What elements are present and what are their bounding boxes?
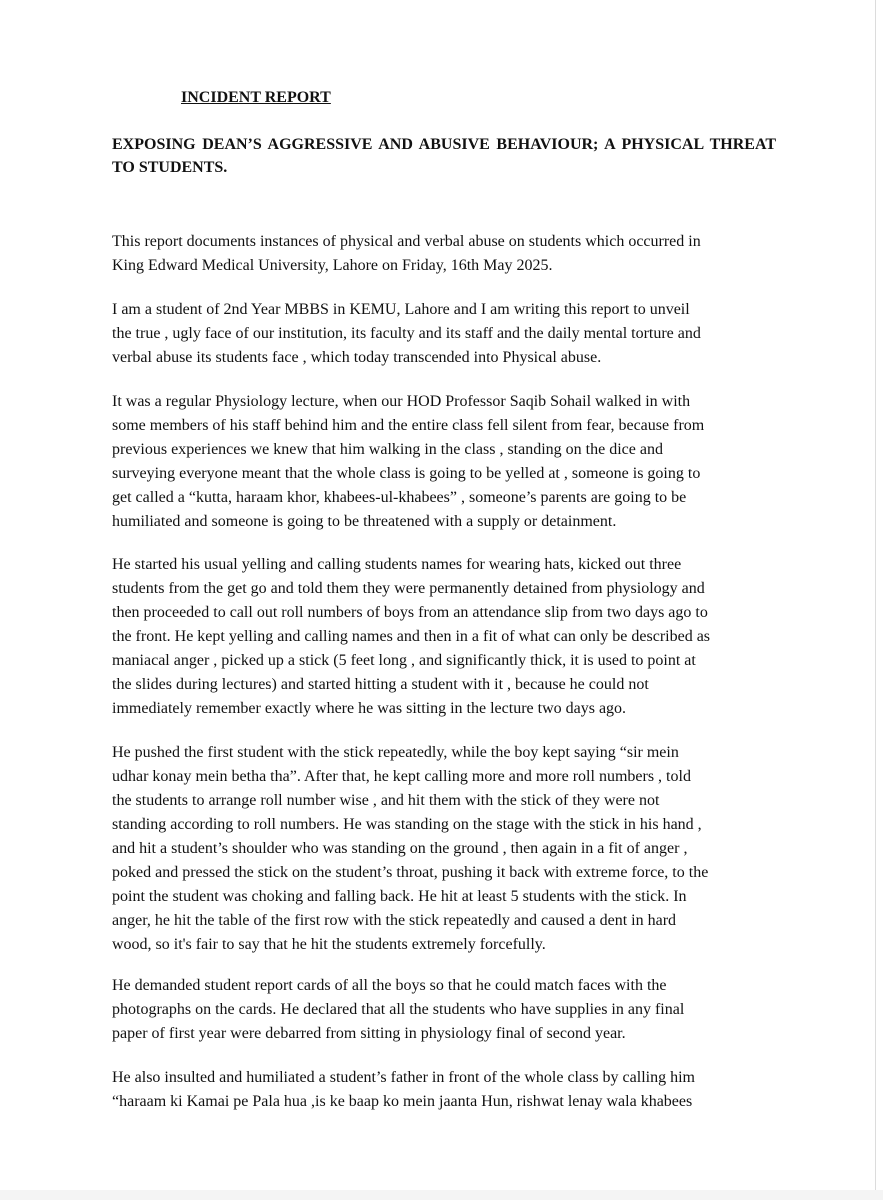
paragraph-report-cards (112, 974, 776, 1046)
paragraph-line: paper of first year were debarred from sitting in physiology final of second year. (112, 1025, 626, 1042)
paragraph-line: maniacal anger , picked up a stick (5 feet long , and significantly thick, it is used to point at (112, 652, 696, 669)
paragraph-line: This report documents instances of physical and verbal abuse on students which occurred in (112, 233, 701, 250)
paragraph-line: the front. He kept yelling and calling names and then in a fit of what can only be described as (112, 628, 711, 645)
paragraph-line: He started his usual yelling and calling students names for wearing hats, kicked out three (112, 556, 682, 573)
paragraph-line: then proceeded to call out roll numbers of boys from an attendance slip from two days ago to (112, 604, 708, 621)
paragraph-line: It was a regular Physiology lecture, when our HOD Professor Saqib Sohail walked in with (112, 393, 691, 410)
paragraph-line: verbal abuse its students face , which today transcended into Physical abuse. (112, 349, 602, 366)
paragraph-line: get called a “kutta, haraam khor, khabees-ul-khabees” , someone’s parents are going to be (112, 489, 687, 506)
paragraph-line: humiliated and someone is going to be threatened with a supply or detainment. (112, 513, 617, 530)
paragraph-line: I am a student of 2nd Year MBBS in KEMU, Lahore and I am writing this report to unveil (112, 301, 690, 318)
paragraph-line: udhar konay mein betha tha”. After that, he kept calling more and more roll numbers , told (112, 768, 691, 785)
paragraph-line: He pushed the first student with the stick repeatedly, while the boy kept saying “sir mein (112, 744, 679, 761)
paragraph-line: some members of his staff behind him and the entire class fell silent from fear, because from (112, 417, 705, 434)
paragraph-line: anger, he hit the table of the first row with the stick repeatedly and caused a dent in hard (112, 912, 677, 929)
paragraph-line: surveying everyone meant that the whole class is going to be yelled at , someone is going to (112, 465, 701, 482)
paragraph-line: students from the get go and told them they were permanently detained from physiology and (112, 580, 705, 597)
paragraph-line: photographs on the cards. He declared that all the students who have supplies in any final (112, 1001, 685, 1018)
paragraph-line: the true , ugly face of our institution, its faculty and its staff and the daily mental torture and (112, 325, 701, 342)
paragraph-line: point the student was choking and falling back. He hit at least 5 students with the stick. In (112, 888, 687, 905)
paragraph-line: the slides during lectures) and started hitting a student with it , because he could not (112, 676, 649, 693)
page-bottom-margin (0, 1190, 883, 1200)
paragraph-line: wood, so it's fair to say that he hit the students extremely forcefully. (112, 936, 546, 953)
paragraph-insult (112, 1066, 776, 1114)
paragraph-yelling (112, 553, 776, 721)
report-headline: EXPOSING DEAN’S AGGRESSIVE AND ABUSIVE BEHAVIOUR; A PHYSICAL THREAT TO STUDENTS. (112, 136, 776, 176)
paragraph-line: immediately remember exactly where he was sitting in the lecture two days ago. (112, 700, 627, 717)
paragraph-line: the students to arrange roll number wise , and hit them with the stick of they were not (112, 792, 660, 809)
paragraph-line: standing according to roll numbers. He was standing on the stage with the stick in his hand , (112, 816, 702, 833)
paragraph-line: “haraam ki Kamai pe Pala hua ,is ke baap ko mein jaanta Hun, rishwat lenay wala khabees (112, 1093, 693, 1110)
report-title: INCIDENT REPORT (181, 89, 331, 106)
paragraph-line: previous experiences we knew that him walking in the class , standing on the dice and (112, 441, 663, 458)
paragraph-stick (112, 741, 776, 957)
paragraph-intro (112, 230, 776, 278)
paragraph-line: King Edward Medical University, Lahore on Friday, 16th May 2025. (112, 257, 553, 274)
paragraph-line: and hit a student’s shoulder who was standing on the ground , then again in a fit of anger , (112, 840, 688, 857)
paragraph-author (112, 298, 776, 370)
paragraph-line: poked and pressed the stick on the student’s throat, pushing it back with extreme force, to the (112, 864, 709, 881)
paragraph-line: He also insulted and humiliated a student’s father in front of the whole class by calling him (112, 1069, 695, 1086)
paragraph-lecture (112, 390, 776, 534)
paragraph-line: He demanded student report cards of all the boys so that he could match faces with the (112, 977, 667, 994)
